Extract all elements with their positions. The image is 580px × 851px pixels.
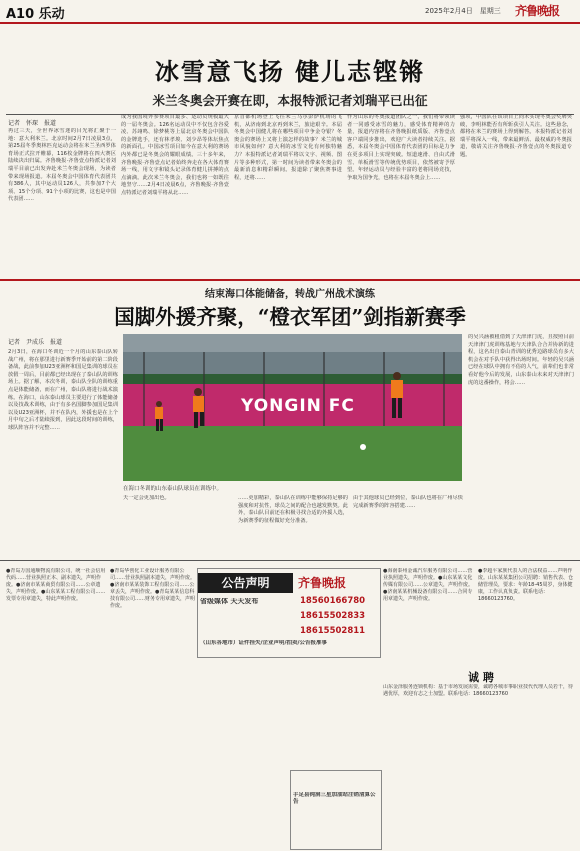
ad-divider	[0, 560, 580, 561]
photo-caption: 在海口冬训的山东泰山队球员在训练中。	[123, 486, 223, 492]
classified-left: ●青岛万国通顺物流有限公司，统一社会信用代码……营业执照正本、副本遗失，声明作废。●济南市某某商贸有限公司……公章遗失，声明作废。●山东某某工程有限公司……发票专用章遗失，特此声明作废。	[6, 568, 106, 602]
bottom-notice-box	[290, 770, 382, 850]
story1-headline: 冰雪意飞扬 健儿志铿锵	[154, 57, 426, 86]
notice-hotline-2: 18615502833	[300, 611, 366, 621]
notice-title: 公告声明	[198, 573, 293, 593]
notice-logo: 齐鲁晚报	[298, 576, 347, 590]
recruit-title: 诚 聘	[468, 671, 494, 684]
story1-column-5: 强项，中国队在该项目上尚未实现冬奥会奖牌突破，李明林能否有所斩获引人关注。这些悬念，都将在米兰的赛场上得到解答。本报特派记者刘瑞平将深入一线，带来最鲜活、最权威的冬奥报道，敬请关注齐鲁晚报·齐鲁壹点的冬奥报道专题。	[460, 114, 572, 158]
story2-column-2: 的吴兴涵被租借到了天津津门虎，且按照目前天津津门虎训练基地与天津队合合并协新的进程，这名出自泰山青训的优秀边路球员有多大机会在对手队中获得出场时间。年轻的吴兴涵已经在球队中拥有不俗的人气，前辈们也非常看好他今后的发展，山东泰山未来对天津津门虎的这番操作，将会……	[468, 334, 574, 386]
story2-column-3: 天一定会更加出色。	[123, 495, 170, 501]
story1-column-3: 京首都机场登上飞往米兰马尔彭萨机场的飞机，从济南到北京再到米兰，旅途艰辛。本届冬奥会中国健儿将在哪些项目中争金夺银？冬奥会的赛场上又将上演怎样的故事？米兰的城市风貌如何？意大利的冰雪文化有何独特魅力？本报特派记者刘瑞平将以文字、视频、图片等多种形式，第一时间为读者带来冬奥会的最新消息和精彩瞬间。报道除了聚焦赛事进程，还将……	[234, 114, 342, 181]
notice-sub: （山东各地市）证件挂失/企业声明/拍卖/公告报准事	[200, 640, 328, 646]
story1-column-2: 成为我国境外参赛项目最多、运动员规模最大的一届冬奥会。126名运动员中不仅包含谷爱凌、苏翊鸣、徐梦桃等上届北京冬奥会中国队的金牌选手，还有林孝埈、刘少昂等体坛焦点的新面孔。中国冰雪项目如今在意大利的赛场内外都已是冬奥会的耀眼成绩。三十多年来，齐鲁晚报·齐鲁壹点记者始终奔走在各大体育赛场一线，用文字和镜头记录体育健儿拼搏的点点滴滴。此次米兰冬奥会，我们也将一如既往地坚守……2月4日凌晨6点，齐鲁晚报·齐鲁壹点特派记者刘瑞平将从北……	[121, 114, 229, 196]
page-number: A10 乐动	[6, 7, 65, 22]
paper-logo: 齐鲁晚报	[515, 4, 560, 18]
story2-column-4: ……更加精彩，泰山队在训练中能够保持足够的强度和对抗性，球员之间的配合也越发默契。此外，泰山队目前还在积极寻找合适的外援人选，为新赛季的征程做好充分准备。	[238, 495, 348, 524]
story2-column-5: 由于其他球员已经到位，泰山队也将在广州尽快完成新赛季的阵容搭建……	[353, 495, 463, 509]
story2-byline: 记者 尹成乐 报道	[8, 339, 63, 346]
classified-right-2: ●李超平家族代表人的合法权益……声明作废。山东某某集团公司招聘：销售代表、仓储管理员，要求：年龄18-45周岁，身体健康，工作认真负责。联系电话：18660123760。	[478, 568, 574, 602]
issue-date: 2025年2月4日 星期三	[425, 7, 501, 15]
story2-column-1: 2月3日，在海口冬训近一个月的山东泰山队转战广州，将在那里进行新赛季开始前的第二阶段备战，此前参加U23亚洲杯和国足集训的球员在放假一周后，目前都已经出现在了泰山队的训练场上。据了解，本次冬训，泰山队全队的训练重点是体能储备，而在广州，泰山队将进行战术演练。在海口，山东泰山球员主要进行了体能储备以及技战术训练，由于有多名国脚参加国足集训以及U23亚洲杯，并不在队内，外援也是在上个月中旬之后才陆续报到，因此这段时间的训练，球队阵容并不完整……	[8, 349, 118, 431]
story1-byline: 记者 怀琛 报道	[8, 120, 57, 127]
page-header	[0, 0, 580, 24]
notice-hotline-3: 18615502811	[300, 626, 366, 636]
notice-hotline-1: 18560166780	[300, 596, 366, 606]
story1-subhead: 米兰冬奥会开赛在即，本报特派记者刘瑞平已出征	[152, 93, 428, 108]
story1-column-1: 再过三天，全世界冰雪迷的目光将汇聚于一地：意大利米兰。北京时间2月7日凌晨3点，第25届冬季奥林匹克运动会将在米兰圣西罗体育场正式拉开帷幕，116枚金牌将在四大赛区陆续决出归属。齐鲁晚报·齐鲁壹点特派记者刘瑞平目前已出发奔赴米兰冬奥会现场，为读者带来现场报道。本届冬奥会中国体育代表团共有386人，其中运动员126人，共参加7个大项、15个分项、91个小项的比赛，这也是中国代表团……	[8, 128, 116, 203]
recruit-body: 山东金泽服务连锁机构：基于市场发展需要，诚聘各城市事职业技代代理人员若干，待遇优厚，欢迎有志之士加盟。联系电话：18660123760	[383, 684, 573, 697]
section-divider	[0, 279, 580, 281]
story2-kicker: 结束海口体能储备，转战广州战术演练	[205, 289, 375, 300]
bottom-notice-title: 手足县钝洞三星加油站注销清算公告	[293, 792, 376, 805]
training-photo	[123, 334, 462, 481]
notice-slogan: 省级媒体 天天发布	[200, 598, 259, 605]
story1-column-4: 作为山东的冬奥报道团队之一，我们将带领读者一同感受冰雪的魅力，感受体育精神的力量，报道内容将在齐鲁晚报纸质版、齐鲁壹点客户端同步推出，欢迎广大读者持续关注。据悉，本届冬奥会中国体育代表团的目标是力争在更多项目上实现突破。短道速滑、自由式滑雪、单板滑雪等传统优势项目，依然被寄予厚望。年轻运动员与经验丰富的老将同场竞技，争取为国争光，也将在本届冬奥会上……	[347, 114, 455, 181]
story2-headline: 国脚外援齐聚，“橙衣军团”剑指新赛季	[114, 305, 466, 329]
classified-mid: ●青岛华创化工业设计服务有限公司……营业执照副本遗失，声明作废。●济南市某某装饰工程有限公司……公章丢失，声明作废。●青岛某某信息科技有限公司……财务专用章遗失，声明作废。	[110, 568, 195, 609]
fc-sign: YONGIN FC	[241, 396, 355, 416]
classified-right-1: ●海南泰州金诚汽车服务有限公司……营业执照遗失，声明作废。●山东某某文化传媒有限公司……公章遗失，声明作废。●济南某某机械设备有限公司……合同专用章遗失，声明作废。	[383, 568, 473, 602]
